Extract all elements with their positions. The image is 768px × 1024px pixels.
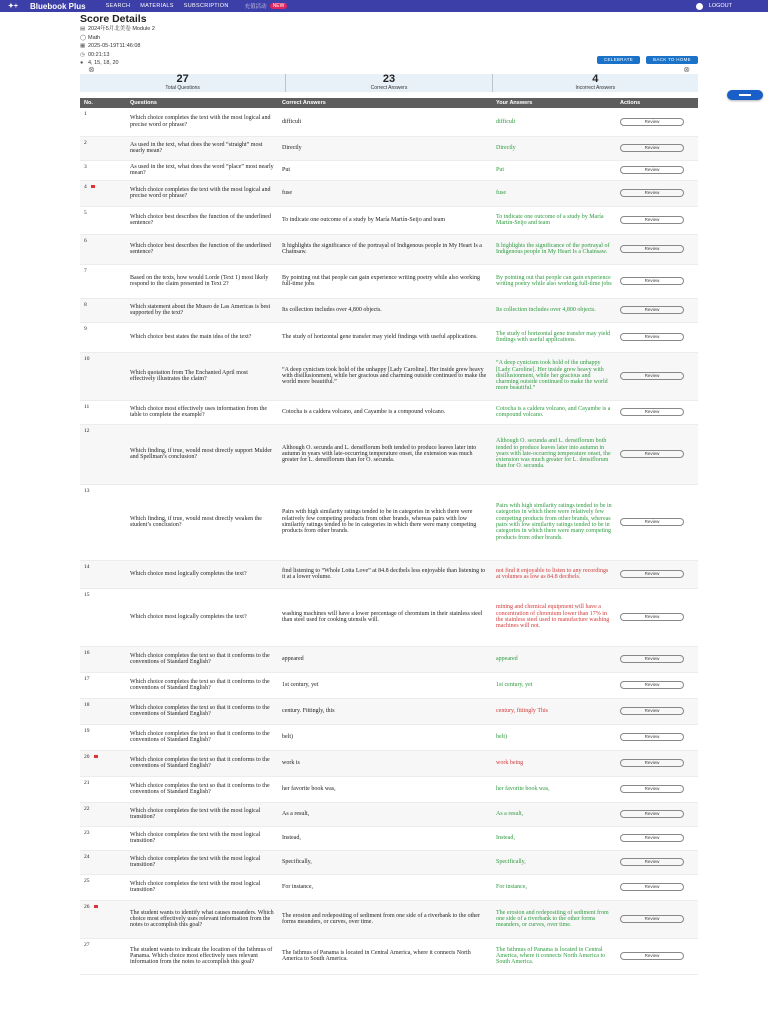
review-button[interactable]: Review bbox=[620, 613, 684, 621]
stat-total-number: 27 bbox=[176, 73, 189, 85]
stat-correct bbox=[286, 74, 492, 92]
floating-menu-button[interactable] bbox=[727, 90, 763, 100]
question-text: Based on the texts, how would Lorde (Text 1) most likely respond to the claim presented in Text 2? bbox=[126, 264, 278, 298]
correct-answer: Directly bbox=[278, 136, 492, 160]
correct-answer: Its collection includes over 4,800 objects. bbox=[278, 298, 492, 322]
correct-answer: The erosion and redepositing of sediment from one side of a riverbank to the other forms meanders, or curves, over time. bbox=[278, 900, 492, 938]
subject: Math bbox=[88, 34, 101, 41]
question-number bbox=[80, 750, 126, 776]
question-number-text: 27 bbox=[84, 941, 90, 948]
logo-icon[interactable]: ✦+ bbox=[8, 3, 18, 10]
table-row bbox=[80, 724, 698, 750]
table-row bbox=[80, 206, 698, 234]
question-number-text: 17 bbox=[84, 675, 90, 682]
table-row bbox=[80, 160, 698, 180]
correct-answer: difficult bbox=[278, 108, 492, 136]
question-number bbox=[80, 724, 126, 750]
correct-answer: To indicate one outcome of a study by María Martín-Seijo and team bbox=[278, 206, 492, 234]
correct-answer: The study of horizontal gene transfer may yield findings with useful applications. bbox=[278, 322, 492, 352]
your-answer: The study of horizontal gene transfer may yield findings with useful applications. bbox=[492, 322, 616, 352]
actions-cell bbox=[616, 826, 698, 850]
question-number bbox=[80, 322, 126, 352]
question-number bbox=[80, 424, 126, 484]
table-row bbox=[80, 136, 698, 160]
question-text: Which choice completes the text with the most logical and precise word or phrase? bbox=[126, 180, 278, 206]
table-row bbox=[80, 424, 698, 484]
review-button[interactable]: Review bbox=[620, 681, 684, 689]
question-text: Which choice most logically completes the text? bbox=[126, 588, 278, 646]
table-row bbox=[80, 776, 698, 802]
actions-cell bbox=[616, 298, 698, 322]
actions-cell bbox=[616, 698, 698, 724]
question-number-text: 11 bbox=[84, 403, 90, 410]
actions-cell bbox=[616, 160, 698, 180]
review-button[interactable]: Review bbox=[620, 372, 684, 380]
question-number bbox=[80, 826, 126, 850]
table-header-row bbox=[80, 98, 698, 108]
question-text: Which statement about the Museo de Las Americas is best supported by the text? bbox=[126, 298, 278, 322]
your-answer: mining and chemical equipment will have a concentration of chromium lower than 17% in the stainless steel used to manufacture washing machines will not. bbox=[492, 588, 616, 646]
question-text: Which choice completes the text so that it conforms to the conventions of Standard English? bbox=[126, 672, 278, 698]
question-number-text: 6 bbox=[84, 237, 87, 244]
top-nav-bar bbox=[0, 0, 768, 12]
question-number bbox=[80, 352, 126, 400]
logout-link[interactable]: LOGOUT bbox=[708, 3, 732, 9]
exam-meta bbox=[80, 25, 155, 68]
review-button[interactable]: Review bbox=[620, 858, 684, 866]
question-number bbox=[80, 672, 126, 698]
question-number-text: 25 bbox=[84, 877, 90, 884]
your-answer: fuse bbox=[492, 180, 616, 206]
question-text: Which choice completes the text with the most logical transition? bbox=[126, 874, 278, 900]
stat-incorrect bbox=[493, 74, 698, 92]
actions-cell bbox=[616, 724, 698, 750]
table-row bbox=[80, 850, 698, 874]
table-row bbox=[80, 484, 698, 560]
table-row bbox=[80, 108, 698, 136]
table-row bbox=[80, 560, 698, 588]
correct-answer: work is bbox=[278, 750, 492, 776]
question-text: Which quotation from The Enchanted April most effectively illustrates the claim? bbox=[126, 352, 278, 400]
question-text: Which choice most effectively uses information from the table to complete the example? bbox=[126, 400, 278, 424]
your-answer: The erosion and redepositing of sediment from one side of a riverbank to the other forms meanders, or curves, over time. bbox=[492, 900, 616, 938]
question-number bbox=[80, 560, 126, 588]
table-row bbox=[80, 352, 698, 400]
question-number bbox=[80, 400, 126, 424]
question-number-text: 24 bbox=[84, 853, 90, 860]
stat-correct-number: 23 bbox=[382, 73, 396, 85]
correct-answer: Although O. secunda and L. densiflorum both tended to produce leaves later into autumn in years with late-occurring temperature onset, the extension was much greater for L. densiflorum than for O. secunda. bbox=[278, 424, 492, 484]
actions-cell bbox=[616, 352, 698, 400]
review-button[interactable]: Review bbox=[620, 189, 684, 197]
question-number bbox=[80, 264, 126, 298]
col-header-no: No. bbox=[80, 98, 126, 108]
your-answer: As a result, bbox=[492, 802, 616, 826]
question-number-text: 15 bbox=[84, 591, 90, 598]
your-answer: Although O. secunda and L. densiflorum both tended to produce leaves later into autumn in years with late-occurring temperature onset, the extension was much greater for L. densiflorum than for O. secunda. bbox=[492, 424, 616, 484]
incorrect-list: 4, 15, 18, 20 bbox=[88, 60, 119, 67]
correct-answer: Cotocha is a caldera volcano, and Cayambe is a compound volcano. bbox=[278, 400, 492, 424]
review-button[interactable]: Review bbox=[620, 952, 684, 960]
actions-cell bbox=[616, 588, 698, 646]
exam-datetime: 2025-05-19T11:46:08 bbox=[88, 43, 141, 50]
stat-incorrect-label: Incorrect Answers bbox=[575, 85, 616, 91]
actions-cell bbox=[616, 900, 698, 938]
col-header-questions: Questions bbox=[126, 98, 278, 108]
score-table bbox=[80, 98, 698, 975]
actions-cell bbox=[616, 560, 698, 588]
correct-answer: appeared bbox=[278, 646, 492, 672]
your-answer: Its collection includes over 4,800 objects. bbox=[492, 298, 616, 322]
question-number bbox=[80, 776, 126, 802]
stat-total bbox=[80, 74, 286, 92]
actions-cell bbox=[616, 874, 698, 900]
menu-icon bbox=[739, 94, 751, 96]
flag-icon bbox=[91, 185, 95, 188]
correct-answer: Pairs with high similarity ratings tended to be in categories in which there were relatively few competing products from other brands, whereas pairs with low similarity ratings tended to be in categories in which there were many competing products from other brands. bbox=[278, 484, 492, 560]
review-button[interactable]: Review bbox=[620, 785, 684, 793]
question-number-text: 5 bbox=[84, 209, 87, 216]
table-row bbox=[80, 938, 698, 974]
nav-promo[interactable]: 充值活动 bbox=[244, 4, 267, 10]
correct-answer: washing machines will have a lower percentage of chromium in their stainless steel than steel used for cooking utensils will. bbox=[278, 588, 492, 646]
question-number bbox=[80, 180, 126, 206]
question-number bbox=[80, 588, 126, 646]
table-row bbox=[80, 298, 698, 322]
question-number-text: 21 bbox=[84, 779, 90, 786]
actions-cell bbox=[616, 776, 698, 802]
your-answer: By pointing out that people can gain experience writing poetry while also working full-time jobs bbox=[492, 264, 616, 298]
stat-correct-label: Correct Answers bbox=[370, 85, 408, 91]
table-row bbox=[80, 826, 698, 850]
question-number bbox=[80, 900, 126, 938]
col-header-actions: Actions bbox=[616, 98, 698, 108]
your-answer: century, fittingly This bbox=[492, 698, 616, 724]
question-number bbox=[80, 802, 126, 826]
nav-materials[interactable]: MATERIALS bbox=[140, 3, 174, 9]
correct-answer: century. Fittingly, this bbox=[278, 698, 492, 724]
question-number-text: 22 bbox=[84, 805, 90, 812]
correct-answer: As a result, bbox=[278, 802, 492, 826]
question-number-text: 26 bbox=[84, 903, 90, 910]
question-text: Which choice completes the text so that it conforms to the conventions of Standard English? bbox=[126, 750, 278, 776]
table-row bbox=[80, 646, 698, 672]
stat-total-label: Total Questions bbox=[165, 85, 200, 91]
new-badge: NEW bbox=[270, 3, 288, 9]
col-header-yours: Your Answers bbox=[492, 98, 616, 108]
actions-cell bbox=[616, 802, 698, 826]
question-number bbox=[80, 938, 126, 974]
correct-answer: belt) bbox=[278, 724, 492, 750]
review-button[interactable]: Review bbox=[620, 810, 684, 818]
actions-cell bbox=[616, 136, 698, 160]
question-number-text: 16 bbox=[84, 649, 90, 656]
question-number-text: 1 bbox=[84, 111, 87, 117]
question-text: Which choice completes the text so that it conforms to the conventions of Standard English? bbox=[126, 724, 278, 750]
question-text: Which choice best describes the function of the underlined sentence? bbox=[126, 234, 278, 264]
review-button[interactable]: Review bbox=[620, 144, 684, 152]
your-answer: Specifically, bbox=[492, 850, 616, 874]
score-header bbox=[80, 14, 155, 68]
your-answer: “A deep cynicism took hold of the unhappy [Lady Caroline]. Her inside grew heavy with disillusionment, while her gracious and charming outside continued to make the world more beautiful.” bbox=[492, 352, 616, 400]
review-button[interactable]: Review bbox=[620, 408, 684, 416]
question-text: Which choice most logically completes the text? bbox=[126, 560, 278, 588]
question-text: Which choice completes the text so that it conforms to the conventions of Standard English? bbox=[126, 776, 278, 802]
your-answer: difficult bbox=[492, 108, 616, 136]
correct-answer: Instead, bbox=[278, 826, 492, 850]
table-row bbox=[80, 672, 698, 698]
actions-cell bbox=[616, 938, 698, 974]
question-number-text: 20 bbox=[84, 753, 90, 760]
your-answer: appeared bbox=[492, 646, 616, 672]
table-row bbox=[80, 234, 698, 264]
review-button[interactable]: Review bbox=[620, 245, 684, 253]
stat-incorrect-number: 4 bbox=[592, 73, 599, 85]
question-number-text: 23 bbox=[84, 829, 90, 836]
question-text: Which finding, if true, would most directly support Mulder and Spellman’s conclusion? bbox=[126, 424, 278, 484]
question-text: Which choice completes the text so that it conforms to the conventions of Standard English? bbox=[126, 698, 278, 724]
correct-answer: her favorite book was, bbox=[278, 776, 492, 802]
correct-answer: It highlights the significance of the portrayal of Indigenous people in My Heart Is a Chainsaw. bbox=[278, 234, 492, 264]
correct-answer: fuse bbox=[278, 180, 492, 206]
question-number-text: 9 bbox=[84, 325, 87, 332]
your-answer: belt) bbox=[492, 724, 616, 750]
question-number-text: 12 bbox=[84, 427, 90, 434]
question-text: Which choice completes the text so that it conforms to the conventions of Standard English? bbox=[126, 646, 278, 672]
question-number bbox=[80, 484, 126, 560]
table-row bbox=[80, 400, 698, 424]
exam-name: 2024年5月北美卷 Module 2 bbox=[88, 26, 155, 32]
review-button[interactable]: Review bbox=[620, 834, 684, 842]
your-answer: Pairs with high similarity ratings tended to be in categories in which there were relatively few competing products from other brands, whereas pairs with low similarity ratings tended to be in categories in which there were many competing products from other brands. bbox=[492, 484, 616, 560]
review-button[interactable]: Review bbox=[620, 707, 684, 715]
calendar-icon: ▦ bbox=[80, 43, 86, 50]
actions-cell bbox=[616, 750, 698, 776]
question-number bbox=[80, 234, 126, 264]
review-button[interactable]: Review bbox=[620, 518, 684, 526]
question-text: Which choice best describes the function of the underlined sentence? bbox=[126, 206, 278, 234]
review-button[interactable]: Review bbox=[620, 883, 684, 891]
your-answer: For instance, bbox=[492, 874, 616, 900]
your-answer: Instead, bbox=[492, 826, 616, 850]
avatar[interactable] bbox=[696, 3, 703, 10]
action-buttons bbox=[597, 56, 698, 64]
question-number bbox=[80, 160, 126, 180]
question-number-text: 18 bbox=[84, 701, 90, 708]
actions-cell bbox=[616, 672, 698, 698]
your-answer: Cotocha is a caldera volcano, and Cayambe is a compound volcano. bbox=[492, 400, 616, 424]
your-answer: The Isthmus of Panama is located in Central America, where it connects North America to South America. bbox=[492, 938, 616, 974]
question-number bbox=[80, 108, 126, 136]
question-text: As used in the text, what does the word “straight” most nearly mean? bbox=[126, 136, 278, 160]
celebrate-button[interactable]: CELEBRATE bbox=[597, 56, 640, 64]
correct-answer: Specifically, bbox=[278, 850, 492, 874]
brand-name[interactable]: Bluebook Plus bbox=[30, 1, 86, 11]
question-text: As used in the text, what does the word “place” most nearly mean? bbox=[126, 160, 278, 180]
table-row bbox=[80, 874, 698, 900]
question-text: The student wants to indicate the location of the Isthmus of Panama. Which choice most effectively uses relevant information from the notes to accomplish this goal? bbox=[126, 938, 278, 974]
question-number bbox=[80, 646, 126, 672]
question-number-text: 7 bbox=[84, 267, 87, 274]
correct-answer: For instance, bbox=[278, 874, 492, 900]
question-number-text: 13 bbox=[84, 487, 90, 494]
your-answer: not find it enjoyable to listen to any recordings at volumes as low as 84.8 decibels. bbox=[492, 560, 616, 588]
exam-duration: 00:21:13 bbox=[88, 51, 110, 58]
review-button[interactable]: Review bbox=[620, 915, 684, 923]
review-button[interactable]: Review bbox=[620, 277, 684, 285]
correct-answer: “A deep cynicism took hold of the unhappy [Lady Caroline]. Her inside grew heavy with disillusionment, while her gracious and charming outside continued to make the world more beautiful.” bbox=[278, 352, 492, 400]
question-number-text: 4 bbox=[84, 183, 87, 190]
actions-cell bbox=[616, 400, 698, 424]
actions-cell bbox=[616, 206, 698, 234]
actions-cell bbox=[616, 180, 698, 206]
question-number-text: 14 bbox=[84, 563, 90, 570]
question-number-text: 3 bbox=[84, 163, 87, 170]
question-text: Which choice completes the text with the most logical transition? bbox=[126, 826, 278, 850]
your-answer: 1st century, yet bbox=[492, 672, 616, 698]
tag-icon: ◯ bbox=[80, 34, 87, 41]
review-button[interactable]: Review bbox=[620, 570, 684, 578]
question-text: Which choice best states the main idea of the text? bbox=[126, 322, 278, 352]
your-answer: To indicate one outcome of a study by María Martín-Seijo and team bbox=[492, 206, 616, 234]
question-number-text: 8 bbox=[84, 301, 87, 308]
correct-answer: find listening to “Whole Lotta Love” at 84.8 decibels less enjoyable than listening to it at a lower volume. bbox=[278, 560, 492, 588]
nav-search[interactable]: SEARCH bbox=[105, 3, 131, 9]
correct-answer: By pointing out that people can gain experience writing poetry while also working full-time jobs bbox=[278, 264, 492, 298]
your-answer: Directly bbox=[492, 136, 616, 160]
nav-subscription[interactable]: SUBSCRIPTION bbox=[183, 3, 229, 9]
table-row bbox=[80, 750, 698, 776]
correct-answer: The Isthmus of Panama is located in Central America, where it connects North America to South America. bbox=[278, 938, 492, 974]
question-number bbox=[80, 206, 126, 234]
book-icon: ▤ bbox=[80, 26, 86, 32]
question-number bbox=[80, 874, 126, 900]
eye-toggle-icon[interactable]: ⊗ bbox=[683, 65, 690, 74]
question-number-text: 19 bbox=[84, 727, 90, 734]
correct-answer: 1st century, yet bbox=[278, 672, 492, 698]
question-text: Which finding, if true, would most directly weaken the student’s conclusion? bbox=[126, 484, 278, 560]
review-button[interactable]: Review bbox=[620, 306, 684, 314]
question-number bbox=[80, 850, 126, 874]
question-number bbox=[80, 136, 126, 160]
question-number bbox=[80, 698, 126, 724]
table-row bbox=[80, 698, 698, 724]
correct-answer: Put bbox=[278, 160, 492, 180]
back-home-button[interactable]: BACK TO HOME bbox=[646, 56, 698, 64]
actions-cell bbox=[616, 484, 698, 560]
review-button[interactable]: Review bbox=[620, 118, 684, 126]
question-text: Which choice completes the text with the most logical transition? bbox=[126, 802, 278, 826]
actions-cell bbox=[616, 322, 698, 352]
actions-cell bbox=[616, 108, 698, 136]
flag-icon bbox=[94, 755, 98, 758]
clock-icon: ◷ bbox=[80, 51, 85, 58]
page-title: Score Details bbox=[80, 13, 147, 25]
question-number-text: 2 bbox=[84, 139, 87, 146]
table-row bbox=[80, 180, 698, 206]
table-row bbox=[80, 588, 698, 646]
actions-cell bbox=[616, 646, 698, 672]
question-text: Which choice completes the text with the most logical transition? bbox=[126, 850, 278, 874]
review-button[interactable]: Review bbox=[620, 450, 684, 458]
actions-cell bbox=[616, 234, 698, 264]
col-header-correct: Correct Answers bbox=[278, 98, 492, 108]
incorrect-icon: ● bbox=[80, 60, 84, 67]
stats-bar bbox=[80, 74, 698, 92]
question-number bbox=[80, 298, 126, 322]
review-button[interactable]: Review bbox=[620, 655, 684, 663]
table-row bbox=[80, 802, 698, 826]
actions-cell bbox=[616, 850, 698, 874]
your-answer: It highlights the significance of the portrayal of Indigenous people in My Heart Is a Chainsaw. bbox=[492, 234, 616, 264]
review-button[interactable]: Review bbox=[620, 216, 684, 224]
table-row bbox=[80, 900, 698, 938]
actions-cell bbox=[616, 264, 698, 298]
review-button[interactable]: Review bbox=[620, 733, 684, 741]
review-button[interactable]: Review bbox=[620, 759, 684, 767]
actions-cell bbox=[616, 424, 698, 484]
table-row bbox=[80, 322, 698, 352]
review-button[interactable]: Review bbox=[620, 166, 684, 174]
your-answer: work being bbox=[492, 750, 616, 776]
question-text: Which choice completes the text with the most logical and precise word or phrase? bbox=[126, 108, 278, 136]
question-number-text: 10 bbox=[84, 355, 90, 362]
flag-icon bbox=[94, 905, 98, 908]
your-answer: Put bbox=[492, 160, 616, 180]
question-text: The student wants to identify what causes meanders. Which choice most effectively uses relevant information from the notes to accomplish this goal? bbox=[126, 900, 278, 938]
table-row bbox=[80, 264, 698, 298]
review-button[interactable]: Review bbox=[620, 333, 684, 341]
eye-icon[interactable]: ⊗ bbox=[88, 65, 95, 74]
your-answer: her favorite book was, bbox=[492, 776, 616, 802]
